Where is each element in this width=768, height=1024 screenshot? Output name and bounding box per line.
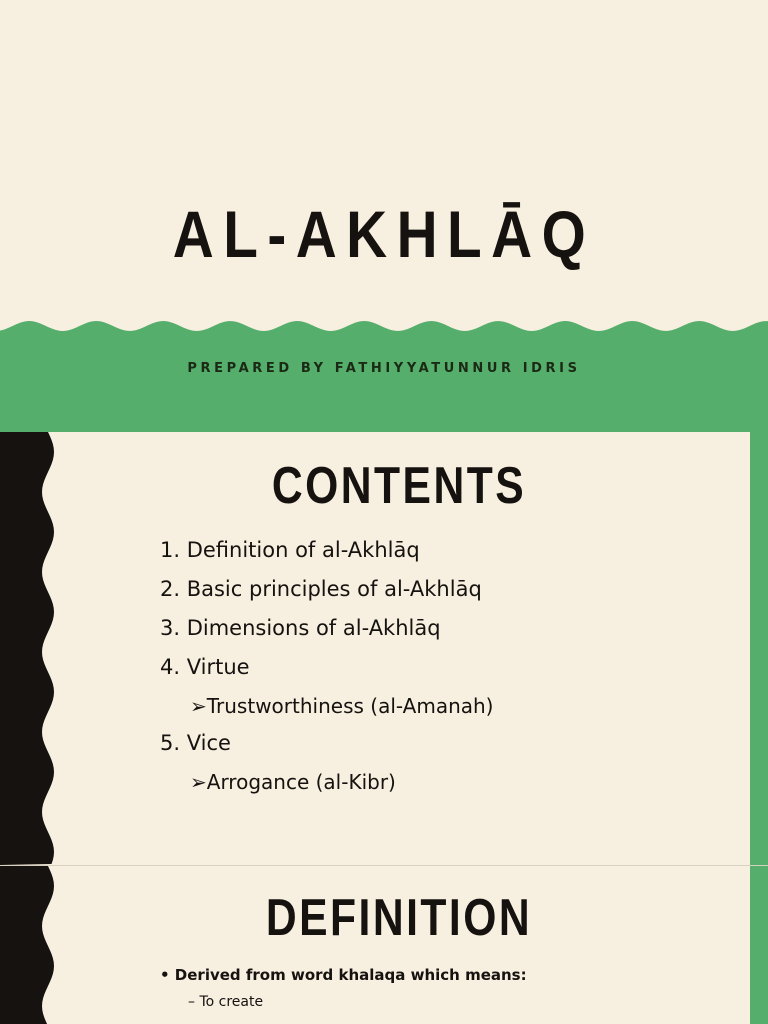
contents-item: 5. Vice bbox=[160, 731, 231, 755]
contents-heading: CONTENTS bbox=[271, 457, 527, 515]
contents-item: 3. Dimensions of al-Akhlāq bbox=[160, 616, 441, 640]
slide-title: AL-AKHLĀQ bbox=[172, 197, 596, 271]
definition-bullet: • Derived from word khalaqa which means: bbox=[160, 966, 527, 984]
contents-slide bbox=[0, 432, 768, 865]
right-accent-bar bbox=[750, 432, 768, 865]
contents-item: 2. Basic principles of al-Akhlāq bbox=[160, 577, 482, 601]
side-wave-decoration bbox=[0, 432, 60, 865]
contents-item: 1. Definition of al-Akhlāq bbox=[160, 538, 420, 562]
definition-slide bbox=[0, 866, 768, 1024]
definition-subitem: – To create bbox=[188, 994, 264, 1010]
side-wave-decoration bbox=[0, 866, 60, 1024]
contents-subitem: ➢Trustworthiness (al-Amanah) bbox=[190, 694, 494, 718]
slide-subtitle: PREPARED BY FATHIYYATUNNUR IDRIS bbox=[187, 361, 581, 376]
contents-list bbox=[160, 536, 494, 805]
contents-item: 4. Virtue bbox=[160, 655, 250, 679]
title-slide bbox=[0, 0, 768, 432]
definition-heading: DEFINITION bbox=[265, 889, 533, 947]
right-accent-bar bbox=[750, 866, 768, 1024]
definition-list bbox=[160, 964, 527, 1012]
contents-subitem: ➢Arrogance (al-Kibr) bbox=[190, 770, 396, 794]
